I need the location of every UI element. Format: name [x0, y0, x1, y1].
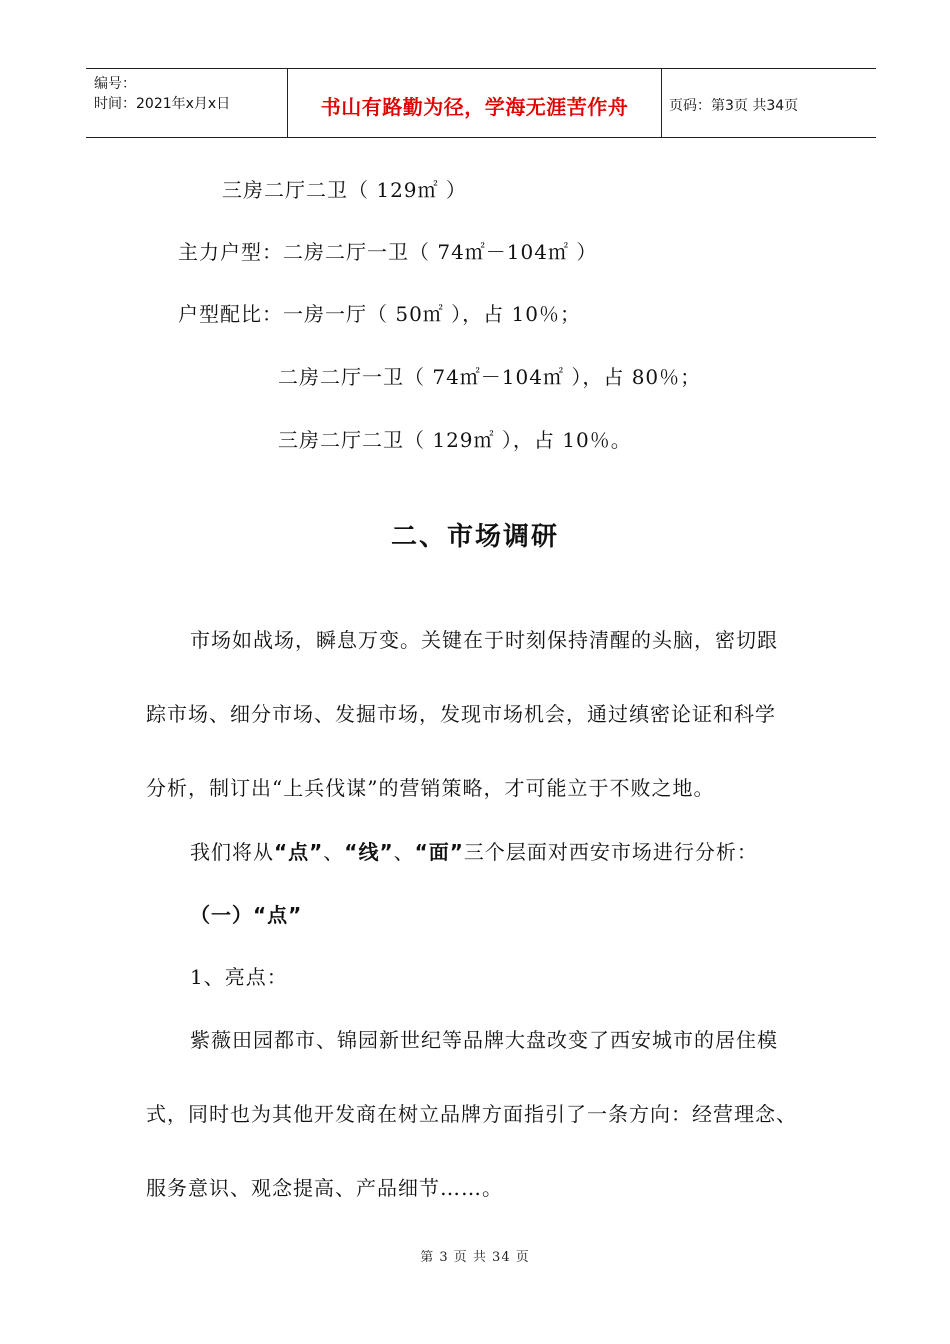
subsection-heading: （一）“点”: [190, 903, 303, 927]
layout-ratio-line: 户型配比：一房一厅（ 50㎡ ），占 10％；: [178, 302, 581, 326]
header-page-cell: [661, 69, 876, 137]
paragraph-line: 式，同时也为其他开发商在树立品牌方面指引了一条方向：经营理念、: [146, 1102, 797, 1126]
paragraph-line: 踪市场、细分市场、发掘市场，发现市场机会，通过缜密论证和科学: [146, 702, 776, 726]
paragraph-line: 紫薇田园都市、锦园新世纪等品牌大盘改变了西安城市的居住模: [190, 1028, 778, 1052]
ratio-2br-line: 二房二厅一卫（ 74㎡－104㎡ ），占 80％；: [278, 365, 702, 389]
header-page-number: 页码：第3页 共34页: [669, 98, 799, 114]
header-motto-cell: [287, 69, 662, 137]
section-heading: 二、市场调研: [390, 522, 559, 552]
page-footer: 第 3 页 共 34 页: [420, 1250, 530, 1265]
main-layout-line: 主力户型：二房二厅一卫（ 74㎡－104㎡ ）: [178, 240, 598, 264]
paragraph-line: 分析，制订出“上兵伐谋”的营销策略，才可能立于不败之地。: [146, 776, 715, 800]
line-keyword: “线”: [344, 840, 394, 864]
intro-text-end: 三个层面对西安市场进行分析：: [463, 840, 758, 864]
intro-text: 我们将从: [190, 840, 274, 864]
surface-keyword: “面”: [414, 840, 464, 864]
analysis-intro-line: [190, 836, 758, 865]
ratio-3br-line: 三房二厅二卫（ 129㎡ ），占 10％。: [278, 428, 632, 452]
layout-line-3br: 三房二厅二卫（ 129㎡ ）: [222, 178, 467, 202]
paragraph-line: 市场如战场，瞬息万变。关键在于时刻保持清醒的头脑，密切跟: [190, 628, 778, 652]
point-keyword: “点”: [274, 840, 324, 864]
document-time: 时间：2021年x月x日: [94, 96, 231, 112]
paragraph-line: 服务意识、观念提高、产品细节……。: [146, 1176, 503, 1200]
document-number: 编号：: [94, 76, 136, 92]
header-info-cell: [86, 69, 286, 137]
separator: 、: [393, 840, 415, 864]
list-item-label: 1、亮点：: [190, 965, 288, 989]
document-header: [86, 68, 876, 138]
header-motto: 书山有路勤为径，学海无涯苦作舟: [320, 95, 629, 119]
separator: 、: [323, 840, 345, 864]
